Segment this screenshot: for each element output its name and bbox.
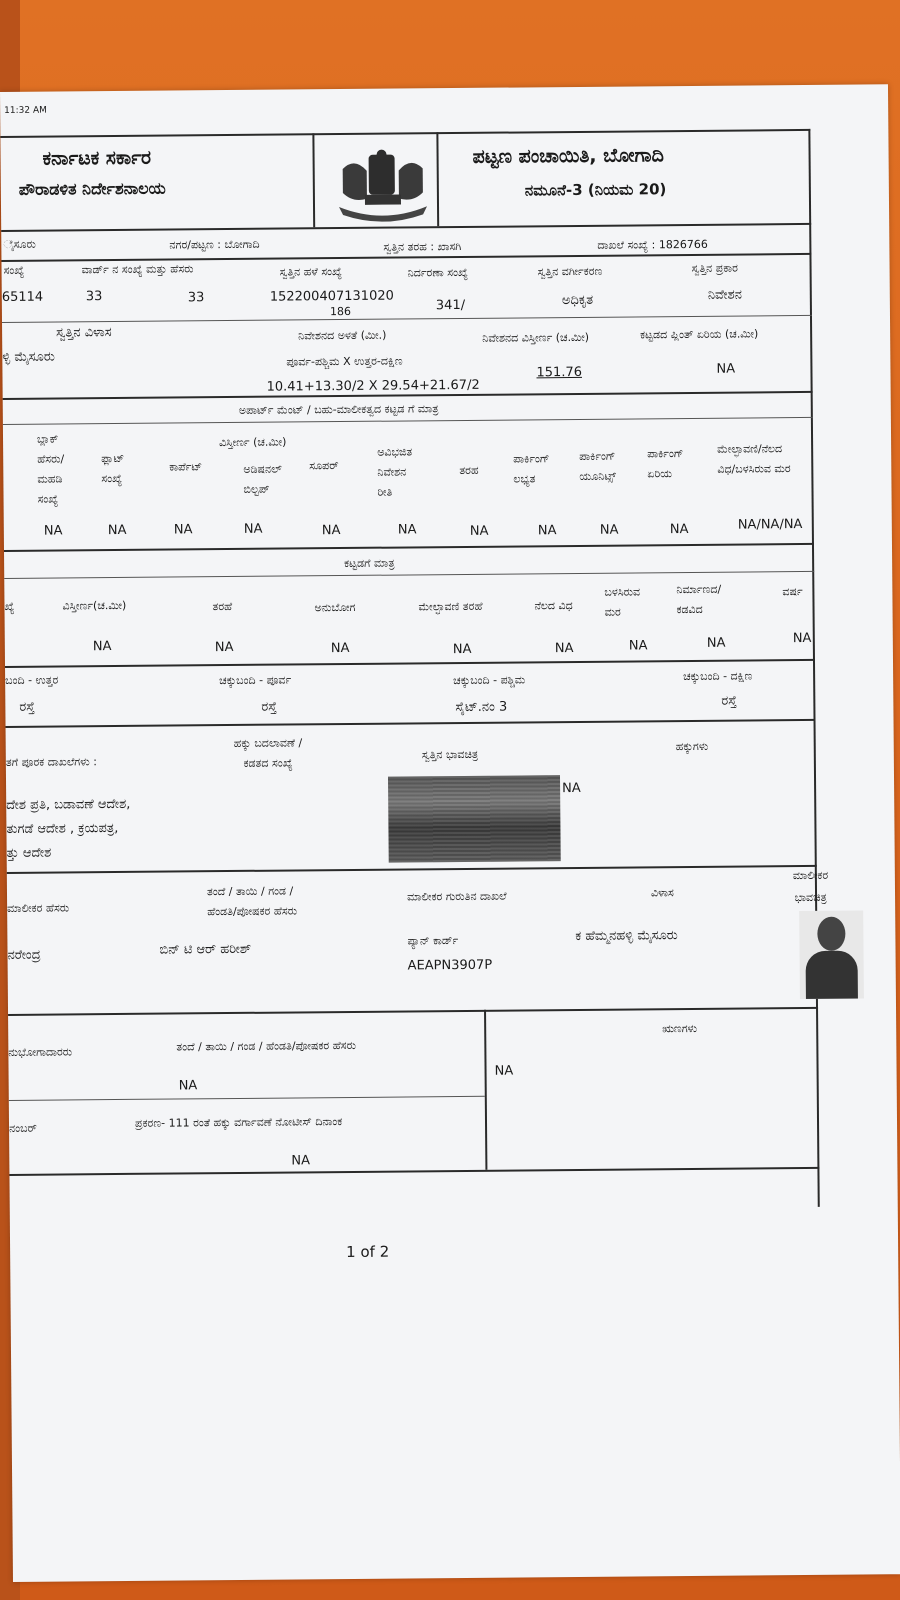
bldg-value: NA xyxy=(792,630,812,647)
header-line: ಭಾವಚಿತ್ರ xyxy=(794,890,827,905)
address-value: ಳ್ಳಿ ಮೈಸೂರು xyxy=(2,349,55,365)
west-boundary-label: ಚಕ್ಕುಬಂದಿ - ಪಶ್ಚಿಮ xyxy=(453,673,526,688)
rule xyxy=(0,129,810,138)
apt-parking-units-header xyxy=(579,447,616,487)
document-line: ದೇಶ ಪ್ರತಿ, ಬಡಾವಣೆ ಆದೇಶ, xyxy=(6,796,131,813)
header-line: ಬಿಲ್ಟಪ್ xyxy=(243,482,270,496)
apt-type-header: ತರಹ xyxy=(459,463,479,478)
address-label: ಸ್ವತ್ತಿನ ವಿಳಾಸ xyxy=(56,325,112,341)
occupant-value: NA xyxy=(178,1078,198,1094)
bldg-usage-header: ಅನುಬೋಗ xyxy=(314,600,356,615)
occupant-label: ನುಭೋಗಾದಾರರು xyxy=(8,1045,73,1059)
loans-value: NA xyxy=(494,1063,514,1079)
document-line: ತುಗಡೆ ಆದೇಶ , ಕ್ರಯಪತ್ರ, xyxy=(6,820,119,837)
rule xyxy=(9,1167,819,1176)
owner-relation-label xyxy=(207,881,297,922)
bldg-value: NA xyxy=(452,641,472,658)
header-line: ತಂದೆ / ತಾಯಿ / ಗಂಡ / xyxy=(206,884,294,899)
col-number-label: ಸಂಖ್ಯೆ xyxy=(3,263,25,277)
page-number: 1 of 2 xyxy=(346,1242,390,1262)
rule xyxy=(7,865,817,874)
ward-name: 33 xyxy=(187,290,205,306)
rule xyxy=(808,129,819,1207)
east-boundary-value: ರಸ್ತೆ xyxy=(261,699,277,715)
apt-additional-header xyxy=(243,460,282,500)
header-line: ಪಾರ್ಕಿಂಗ್ xyxy=(513,452,550,466)
apt-super-header: ಸೂಪರ್ xyxy=(309,459,339,473)
rule xyxy=(4,571,814,579)
rule xyxy=(9,1096,485,1101)
document-line: ತ್ತು ಆದೇಶ xyxy=(6,845,52,861)
header-line: ಅವಿಭಜಿತ xyxy=(377,445,413,459)
documents-label: ತಗೆ ಪೂರಕ ದಾಖಲೆಗಳು : xyxy=(5,755,97,769)
apt-area-header: ವಿಸ್ತೀರ್ಣ (ಚ.ಮೀ) xyxy=(219,435,287,450)
apt-block-header xyxy=(37,429,98,510)
rule xyxy=(3,417,813,425)
occupant-relation-label: ತಂದೆ / ತಾಯಿ / ಗಂಡ / ಹೆಂಡತಿ/ಪೋಷಕರ ಹೆಸರು xyxy=(176,1038,356,1054)
apt-value: NA xyxy=(173,522,193,538)
bldg-value: NA xyxy=(92,639,112,655)
apt-value: NA xyxy=(43,523,63,539)
rule xyxy=(6,719,816,728)
owner-name-label: ಮಾಲೀಕರ ಹೆಸರು xyxy=(7,901,70,915)
apt-value: NA xyxy=(469,523,489,539)
header-line: ವಿಧ/ಬಳಸಿರುವ ಮರ xyxy=(717,462,791,476)
col-old-no-label: ಸ್ವತ್ತಿನ ಹಳೆ ಸಂಖ್ಯೆ xyxy=(279,265,343,279)
property-photo xyxy=(388,775,561,862)
property-kind: ಸ್ವತ್ತಿನ ತರಹ : ಖಾಸಗಿ xyxy=(383,239,462,254)
bldg-type-header: ತರಹೆ xyxy=(212,599,233,614)
owner-relation: ಬಿನ್ ಟಿ ಆರ್ ಹರೀಶ್ xyxy=(159,941,252,958)
header-line: ರೀತಿ xyxy=(377,485,393,499)
bldg-value: NA xyxy=(214,639,234,656)
dept-title: ಪೌರಾಡಳಿತ ನಿರ್ದೇಶನಾಲಯ xyxy=(18,178,166,199)
old-number: 152200407131020 xyxy=(269,288,394,305)
dimension-sub-label: ಪೂರ್ವ-ಪಶ್ಚಿಮ X ಉತ್ತರ-ದಕ್ಷಿಣ xyxy=(286,354,403,369)
owner-id-number: AEAPN3907P xyxy=(407,957,493,974)
rule xyxy=(5,659,815,668)
bldg-wood-header xyxy=(604,582,640,622)
col-class-label: ಸ್ವತ್ತಿನ ವರ್ಗೀಕರಣ xyxy=(537,264,603,279)
col-type-label: ಸ್ವತ್ತಿನ ಪ್ರಕಾರ xyxy=(691,261,738,275)
notice-number-label: ನಂಬರ್ xyxy=(8,1121,37,1135)
site-area-label: ನಿವೇಶನದ ವಿಸ್ತೀರ್ಣ (ಚ.ಮೀ) xyxy=(482,330,590,345)
owner-address-label: ವಿಳಾಸ xyxy=(650,886,674,900)
loans-label: ಋಣಗಳು xyxy=(662,1021,698,1036)
header-line: ನಿರ್ಮಾಣದ/ xyxy=(676,582,722,597)
bldg-constructed-header xyxy=(676,580,721,620)
header-line: ಹಕ್ಕು ಬದಲಾವಣೆ / xyxy=(233,736,303,750)
col-assess-label: ನಿರ್ದರಣಾ ಸಂಖ್ಯೆ xyxy=(407,265,469,280)
bldg-area-header: ವಿಸ್ತೀರ್ಣ(ಚ.ಮೀ) xyxy=(62,598,127,613)
record-number: ದಾಖಲೆ ಸಂಖ್ಯೆ : 1826766 xyxy=(597,237,708,252)
govt-title: ಕರ್ನಾಟಕ ಸರ್ಕಾರ xyxy=(42,146,152,170)
apt-carpet-header: ಕಾರ್ಪೆಟ್ xyxy=(169,460,203,474)
north-boundary-label: ಬಂದಿ - ಉತ್ತರ xyxy=(5,673,59,687)
bldg-floor-header: ನೆಲದ ವಿಧ xyxy=(534,599,573,613)
property-number: 65114 xyxy=(1,289,44,305)
rights-value: NA xyxy=(562,780,581,797)
bldg-roof-header: ಮೇಲ್ಛಾವಣಿ ತರಹೆ xyxy=(418,599,483,614)
header-line: ಪಾರ್ಕಿಂಗ್ xyxy=(579,449,616,463)
header-line: ಸಂಖ್ಯೆ xyxy=(37,492,59,506)
rule xyxy=(484,1010,487,1170)
apt-value: NA xyxy=(669,522,689,538)
header-line: ಫ್ಲಾಟ್ xyxy=(101,451,125,466)
header-line: ನಿವೇಶನ xyxy=(377,465,407,479)
apartment-section-title: ಅಪಾರ್ಟ್ ಮೆಂಟ್ / ಬಹು-ಮಾಲೀಕತ್ವದ ಕಟ್ಟಡ ಗೆ ಮಾತ್ರ xyxy=(238,402,439,417)
building-section-title: ಕಟ್ಟಡಗೆ ಮಾತ್ರ xyxy=(344,556,395,571)
header-line: ಮಹಡಿ xyxy=(37,472,63,486)
apt-value: NA xyxy=(537,523,557,539)
header-line: ಯೂನಿಟ್ಸ್ xyxy=(579,469,617,483)
header-line: ಅಡಿಷನಲ್ xyxy=(243,462,282,476)
district-label: ೈಸೂರು xyxy=(3,237,36,251)
apt-value: NA/NA/NA xyxy=(737,517,803,533)
header-line: ಬಳಸಿರುವ xyxy=(604,585,641,599)
ward-number: 33 xyxy=(85,289,103,305)
south-boundary-value: ರಸ್ತೆ xyxy=(721,693,737,709)
owner-id-type: ಪ್ಯಾನ್ ಕಾರ್ಡ್ xyxy=(407,934,459,948)
header-line: ಹೆಂಡತಿ/ಪೋಷಕರ ಹೆಸರು xyxy=(207,904,298,919)
rule xyxy=(8,1007,818,1016)
karnataka-emblem-icon xyxy=(329,148,438,227)
header-line: ಮಾಲೀಕರ xyxy=(792,868,829,883)
owner-address: ಕ ಹೆಮ್ಮನಹಳ್ಳಿ ಮೈಸೂರು xyxy=(575,928,678,945)
bldg-year-header: ವರ್ಷ xyxy=(782,585,803,599)
owner-name: ನರೇಂದ್ರ xyxy=(7,947,41,963)
apt-parking-area-header xyxy=(647,444,684,484)
apt-undivided-header xyxy=(377,442,413,502)
rule xyxy=(4,543,814,552)
header-line: ಹೆಸರು/ xyxy=(37,452,65,466)
form-title: ನಮೂನೆ-3 (ನಿಯಮ 20) xyxy=(524,180,667,200)
apt-roof-header xyxy=(717,439,791,480)
bldg-value: NA xyxy=(706,635,726,651)
header-line: ಪಾರ್ಕಿಂಗ್ xyxy=(647,447,684,461)
south-boundary-label: ಚಕ್ಕುಬಂದಿ - ದಕ್ಷಿಣ xyxy=(683,669,753,684)
owner-photo xyxy=(799,910,864,999)
header-line: ಕಡತದ ಸಂಖ್ಯೆ xyxy=(243,756,293,770)
apt-value: NA xyxy=(321,523,341,539)
apt-parking-availability-header xyxy=(513,449,550,489)
assessment-number: 341/ xyxy=(435,297,466,314)
print-time: 11:32 AM xyxy=(4,105,47,116)
office-title: ಪಟ್ಟಣ ಪಂಚಾಯಿತಿ, ಬೋಗಾದಿ xyxy=(472,144,664,168)
apt-value: NA xyxy=(397,522,417,538)
header-line: ಲಭ್ಯತ xyxy=(513,472,536,486)
plinth-area-value: NA xyxy=(716,361,736,377)
apt-flat-header xyxy=(101,449,124,489)
notice-date-label: ಪ್ರಕರಣ- 111 ರಂತೆ ಹಕ್ಕು ವರ್ಗಾವಣೆ ನೋಟೀಸ್ ದಿನಾಂಕ xyxy=(134,1115,343,1130)
header-line: ಮರ xyxy=(604,605,621,619)
notice-value: NA xyxy=(291,1153,311,1169)
owner-photo-label xyxy=(793,865,829,909)
owner-photo-head xyxy=(817,917,845,951)
plinth-area-label: ಕಟ್ಟಡದ ಪ್ಲಿಂತ್ ಏರಿಯ (ಚ.ಮೀ) xyxy=(640,327,759,342)
dimension-label: ನಿವೇಶನದ ಅಳತೆ (ಮೀ.) xyxy=(298,328,387,343)
bldg-number-header: ಖ್ಯೆ xyxy=(4,599,15,613)
classification: ಅಧಿಕೃತ xyxy=(561,292,594,309)
site-area-value: 151.76 xyxy=(536,364,583,381)
bldg-value: NA xyxy=(628,638,648,654)
owner-photo-body xyxy=(806,951,858,1000)
rights-label: ಹಕ್ಕುಗಳು xyxy=(675,739,709,754)
document-page xyxy=(0,84,900,1582)
apt-value: NA xyxy=(243,521,263,537)
header-line: ಸಂಖ್ಯೆ xyxy=(101,471,123,486)
col-ward-label: ವಾರ್ಡ್ ನ ಸಂಖ್ಯೆ ಮತ್ತು ಹೆಸರು xyxy=(81,262,194,277)
header-line: ಏರಿಯ xyxy=(647,467,673,481)
apt-value: NA xyxy=(107,522,127,539)
property-type: ನಿವೇಶನ xyxy=(707,287,743,303)
apt-value: NA xyxy=(599,522,619,538)
owner-id-label: ಮಾಲೀಕರ ಗುರುತಿನ ದಾಖಲೆ xyxy=(406,889,507,904)
header-line: ಕಡವಿದ xyxy=(676,602,703,617)
town-label: ನಗರ/ಪಟ್ಟಣ : ಬೋಗಾದಿ xyxy=(169,237,260,252)
bldg-value: NA xyxy=(554,641,574,657)
property-photo-label: ಸ್ವತ್ತಿನ ಭಾವಚಿತ್ರ xyxy=(421,747,479,762)
dimension-value: 10.41+13.30/2 X 29.54+21.67/2 xyxy=(266,377,480,395)
west-boundary-value: ಸೈಟ್.ನಂ 3 xyxy=(455,699,508,716)
header-line: ಮೇಲ್ಛಾವಣಿ/ನೆಲದ xyxy=(717,442,783,456)
transfer-file-label xyxy=(234,733,303,774)
header-line: ಬ್ಲಾಕ್ xyxy=(36,432,59,446)
rule xyxy=(312,133,315,227)
rule xyxy=(2,315,812,323)
east-boundary-label: ಚಕ್ಕುಬಂದಿ - ಪೂರ್ವ xyxy=(219,673,292,688)
north-boundary-value: ರಸ್ತೆ xyxy=(19,699,35,715)
old-number-suffix: 186 xyxy=(329,304,351,319)
bldg-value: NA xyxy=(330,640,350,657)
